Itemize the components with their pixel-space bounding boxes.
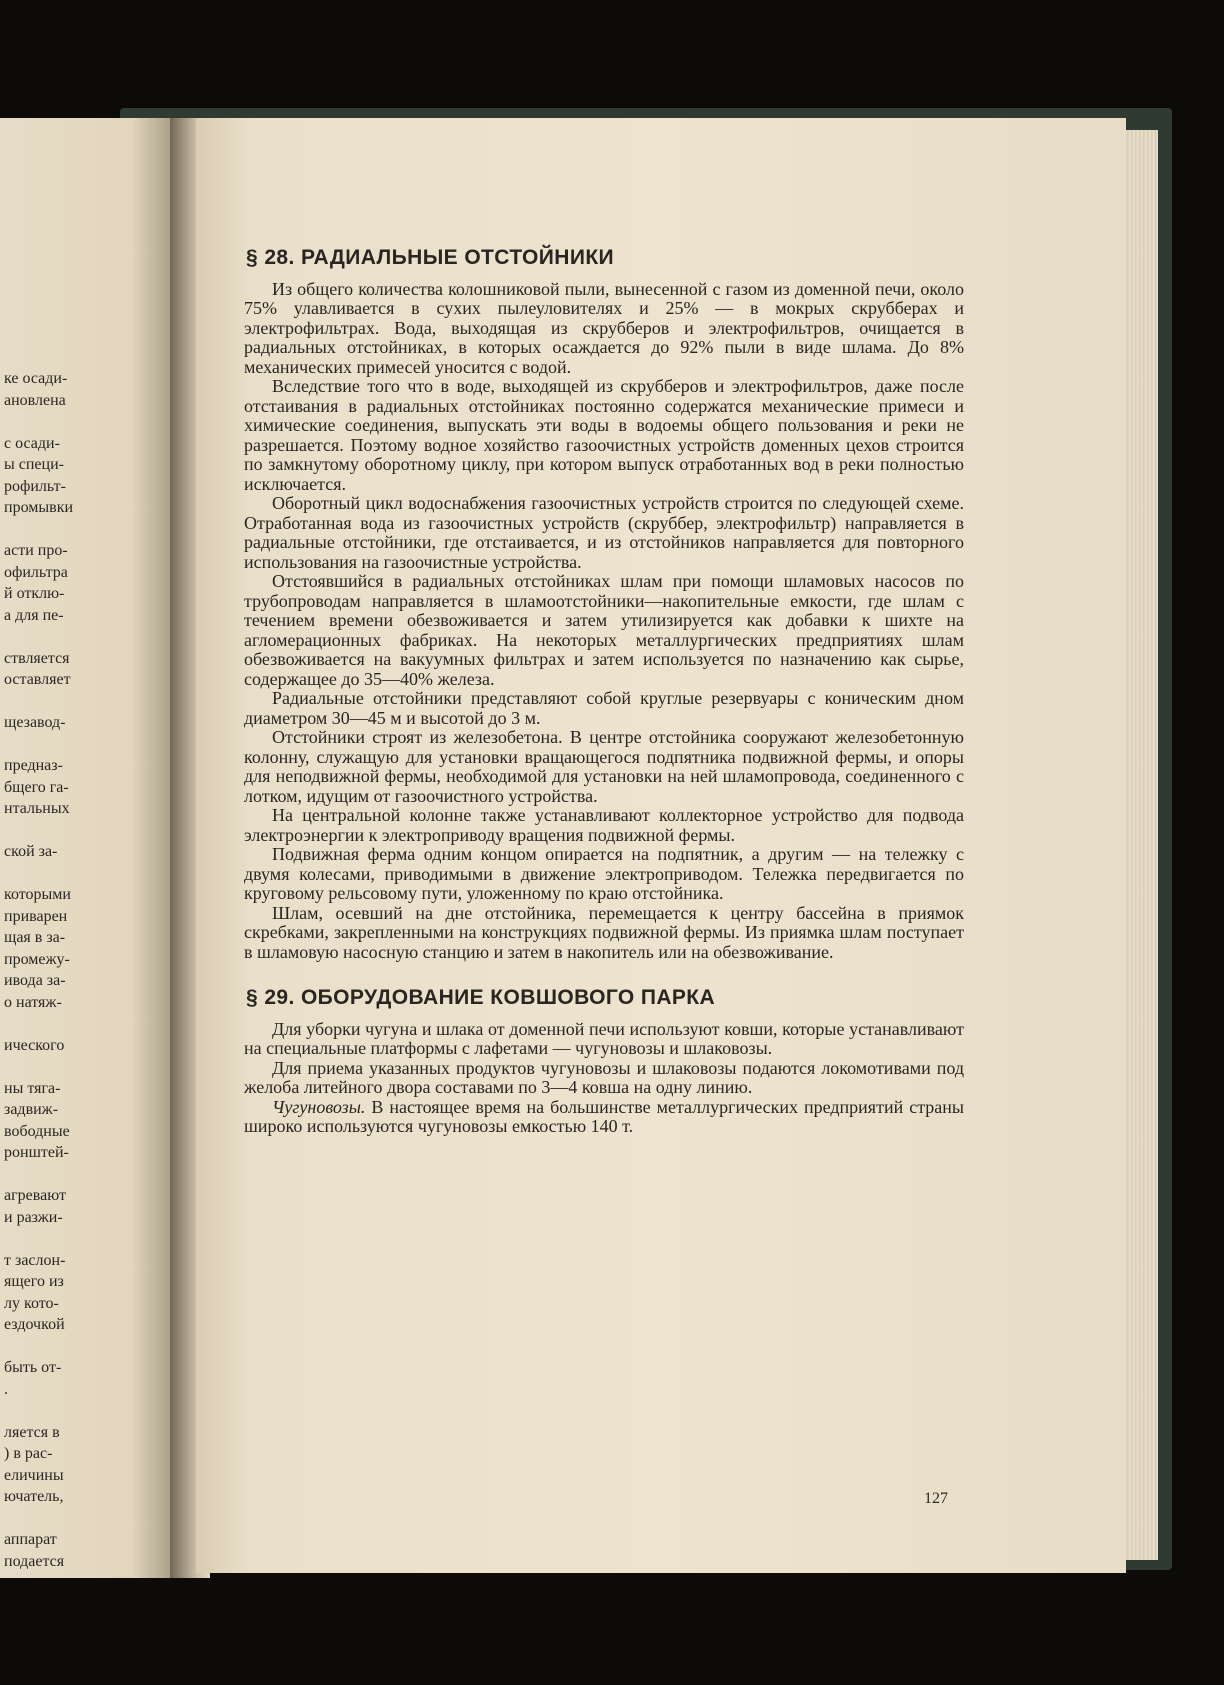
left-page-line (4, 820, 164, 842)
left-page-line: ны тяга- (4, 1079, 61, 1097)
left-page-line: еличины (4, 1466, 64, 1484)
left-page-line: ического (4, 1036, 65, 1054)
paragraph: Отстойники строят из железобетона. В центре отстойника сооружают железобетонную колонну, служащую для установки вращающегося подпятника подвижной фермы, и опоры для неподвижной фермы, необходимой для установки на ней шламопровода, соединенного с лотком, идущим от газоочистного устройства. (244, 727, 964, 806)
section-29-body (244, 1020, 964, 1098)
left-page-line: оставляет (4, 671, 71, 688)
left-page-line (4, 1056, 164, 1078)
left-page-line: а для пе- (4, 606, 64, 624)
left-page-line: рофильт- (4, 477, 66, 495)
left-page-line: ивода за- (4, 972, 66, 989)
left-page-line (4, 519, 164, 541)
left-page-line (4, 626, 164, 648)
left-page-line: быть от- (4, 1359, 62, 1376)
left-page (0, 118, 188, 1578)
left-page-line (4, 1164, 164, 1186)
left-page-line: нтальных (4, 800, 70, 817)
left-page-line: ронштей- (4, 1144, 69, 1161)
paragraph: Оборотный цикл водоснабжения газоочистных устройств строится по следующей схеме. Отработанная вода из газоочистных устройств (скруббер, электрофильтр) направляется в радиальные отстойники, где отстаивается, и из отстойников направляется для повторного использования на газоочистные устройства. (244, 493, 964, 572)
left-page-line (4, 734, 164, 756)
left-page-line: ке осади- (4, 370, 68, 387)
paragraph: Отстоявшийся в радиальных отстойниках шлам при помощи шламовых насосов по трубопроводам направляется в шламоотстойники—накопительные емкости, где шлам с течением времени обезвоживается и затем утилизируется как добавки к шихте на агломерационных фабриках. На некоторых металлургических предприятиях шлам обезвоживается на вакуумных фильтрах и затем используется по назначению как сырье, содержащее до 35—40% железа. (244, 571, 964, 689)
left-page-line (4, 1013, 164, 1035)
left-page-line: агревают (4, 1187, 66, 1204)
left-page-line: бщего га- (4, 778, 69, 796)
left-page-line (4, 1400, 164, 1422)
left-page-line: ездочкой (4, 1316, 65, 1333)
left-page-line: о натяж- (4, 993, 62, 1011)
section-28-body (244, 280, 964, 963)
left-page-line: офильтра (4, 563, 68, 581)
left-page-line: промежу- (4, 950, 70, 968)
section-heading-28: § 28. РАДИАЛЬНЫЕ ОТСТОЙНИКИ (246, 246, 615, 269)
page-number: 127 (924, 1490, 948, 1507)
left-page-line: подается (4, 1552, 65, 1570)
section-heading-29: § 29. ОБОРУДОВАНИЕ КОВШОВОГО ПАРКА (246, 986, 716, 1009)
left-page-line: ы специ- (4, 456, 64, 473)
left-page-line: вободные (4, 1122, 70, 1140)
left-page-line: ской за- (4, 843, 58, 860)
paragraph: На центральной колонне также устанавливают коллекторное устройство для подвода электроэнергии к электроприводу вращения подвижной фермы. (244, 805, 964, 845)
left-page-line (4, 1508, 164, 1530)
paragraph: Из общего количества колошниковой пыли, вынесенной с газом из доменной печи, около 75% улавливается в сухих пылеуловителях и 25% — в мокрых скрубберах и электрофильтрах. Вода, выходящая из скрубберов и электрофильтров, очищается в радиальных отстойниках, в которых осаждается до 92% пыли в виде шлама. До 8% механических примесей уносится с водой. (244, 278, 964, 377)
left-page-line: т заслон- (4, 1251, 66, 1269)
left-page-line: й отклю- (4, 585, 65, 602)
italic-lead: Чугуновозы. (272, 1096, 366, 1117)
paragraph: Для уборки чугуна и шлака от доменной печи используют ковши, которые устанавливают на специальные платформы с лафетами — чугуновозы и шлаковозы. (244, 1018, 964, 1058)
left-page-line (4, 1228, 164, 1250)
paragraph: Для приема указанных продуктов чугуновозы и шлаковозы подаются локомотивами под желоба литейного двора составами по 3—4 ковша на одну линию. (244, 1057, 964, 1097)
left-page-line: промывки (4, 499, 74, 516)
left-page-text (4, 368, 164, 1572)
left-page-line (4, 1336, 164, 1358)
left-page-line: аппарат (4, 1531, 57, 1548)
page-content (244, 248, 964, 1137)
paragraph: Радиальные отстойники представляют собой круглые резервуары с коническим дном диаметром 30—45 м и высотой до 3 м. (244, 688, 964, 728)
left-page-line: щая в за- (4, 929, 66, 946)
left-page-line: щезавод- (4, 714, 66, 731)
left-page-line (4, 691, 164, 713)
left-page-line: приварен (4, 907, 68, 925)
left-page-line: . (4, 1380, 8, 1398)
paragraph-chugunovozy (244, 1098, 964, 1137)
left-page-line (4, 863, 164, 885)
paragraph: Вследствие того что в воде, выходящей из скрубберов и электрофильтров, даже после отстаивания в радиальных отстойниках постоянно содержатся механические примеси и химические соединения, выпускать эти воды в водоемы общего пользования и реки не разрешается. Поэтому водное хозяйство газоочистных устройств доменных цехов строится по замкнутому оборотному циклу, при котором выпуск отработанных вод в реки полностью исключается. (244, 376, 964, 494)
left-page-line: ючатель, (4, 1488, 64, 1505)
right-page (196, 118, 1126, 1573)
left-page-line (4, 411, 164, 433)
left-page-line: лу кото- (4, 1294, 59, 1312)
paragraph: Подвижная ферма одним концом опирается на подпятник, а другим — на тележку с двумя колесами, приводимыми в движение электроприводом. Тележка передвигается по круговому рельсовому пути, уложенному по краю отстойника. (244, 844, 964, 903)
left-page-line: и разжи- (4, 1208, 63, 1226)
paragraph-rest: В настоящее время на большинстве металлургических предприятий страны широко используются чугуновозы емкостью 140 т. (244, 1096, 964, 1136)
left-page-line: ) в рас- (4, 1445, 53, 1462)
left-page-line: ановлена (4, 391, 66, 409)
left-page-line: предназ- (4, 757, 63, 774)
left-page-line: задвиж- (4, 1101, 59, 1118)
paragraph: Шлам, осевший на дне отстойника, перемещается к центру бассейна в приямок скребками, закрепленными на конструкциях подвижной фермы. Из приямка шлам поступает в шламовую насосную станцию и затем в накопитель или на обезвоживание. (244, 902, 964, 962)
left-page-line: асти про- (4, 542, 68, 559)
left-page-line: ящего из (4, 1273, 64, 1290)
left-page-line: ляется в (4, 1423, 60, 1441)
left-page-line: ствляется (4, 649, 70, 667)
left-page-line: с осади- (4, 434, 60, 452)
left-page-line: которыми (4, 886, 71, 903)
